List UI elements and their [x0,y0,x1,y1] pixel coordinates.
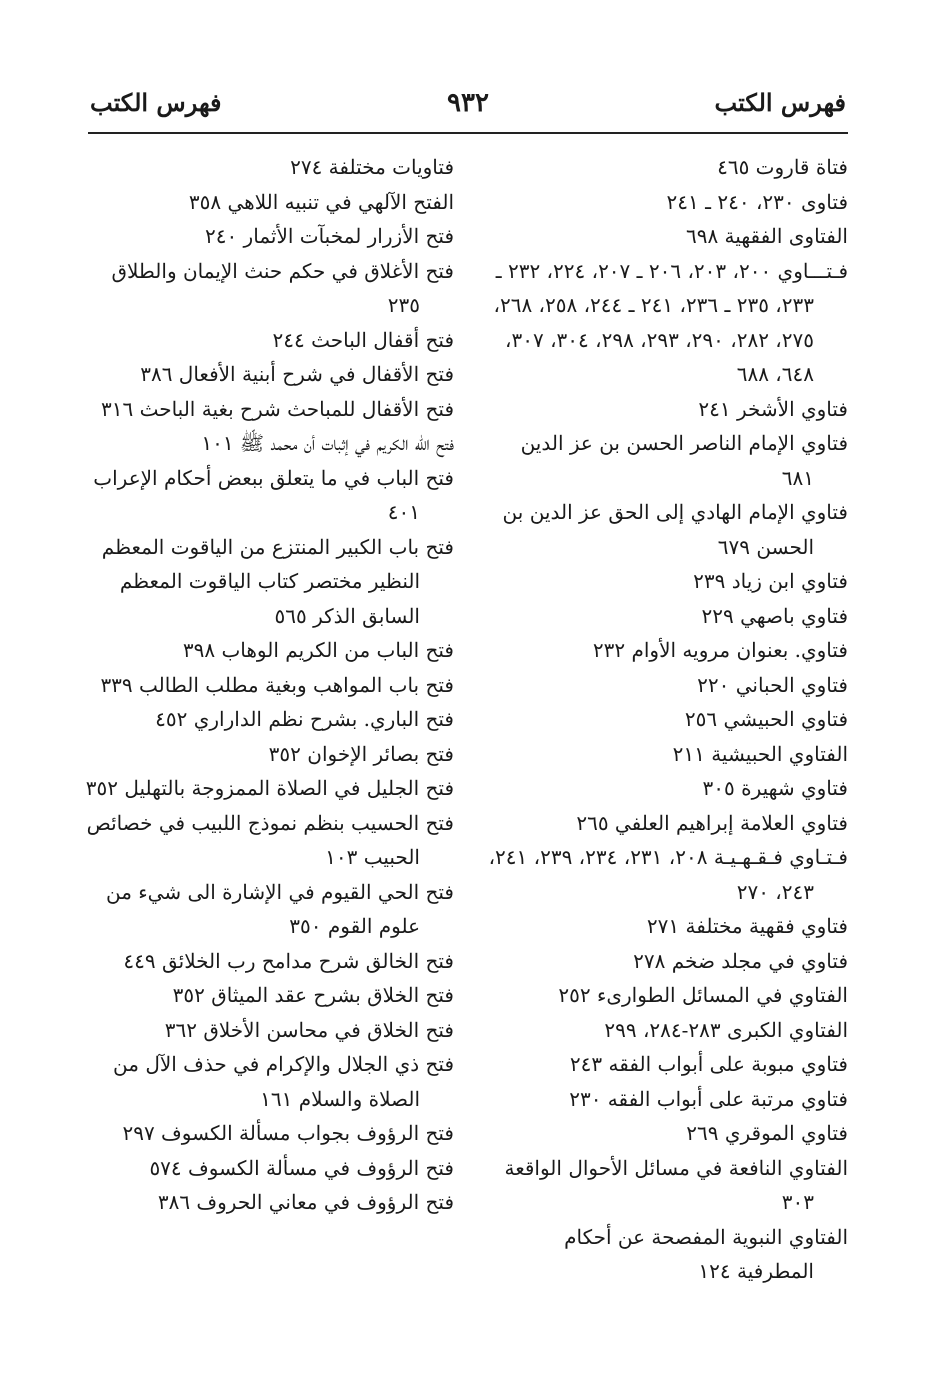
index-entry: فتح الأغلاق في حكم حنث الإيمان والطلاق ٢٣٥ [111,258,454,317]
index-entry: فتح الله الكريم في إثبات أن محمد ﷺ ١٠١ [201,431,454,455]
index-entry: فـتـاوي فـقـهـيـة ٢٠٨، ٢٣١، ٢٣٤، ٢٣٩، ٢٤١، ٢٤٣، ٢٧٠ [488,845,848,904]
index-entry: فتح الرؤوف في مسألة الكسوف ٥٧٤ [149,1155,454,1180]
header-rule [88,132,848,134]
index-entry: فتح الأقفال في شرح أبنية الأفعال ٣٨٦ [140,362,454,386]
index-entry: فتح الحسيب بنظم نموذج اللبيب في خصائص الحبيب ١٠٣ [86,810,454,869]
index-entry: فتح الرؤوف بجواب مسألة الكسوف ٢٩٧ [122,1121,454,1145]
index-entry: فتح الباب من الكريم الوهاب ٣٩٨ [182,638,454,662]
page-number: ٩٣٢ [447,88,489,118]
index-entry: الفتاوي النبوية المفصحة عن أحكام المطرفية ١٢٤ [564,1224,848,1283]
index-entry: فتاوي مبوبة على أبواب الفقه ٢٤٣ [569,1052,848,1076]
index-entry: فـتـــاوي ٢٠٠، ٢٠٣، ٢٠٦ ـ ٢٠٧، ٢٢٤، ٢٣٢ ـ ٢٣٣، ٢٣٥ ـ ٢٣٦، ٢٤١ ـ ٢٤٤، ٢٥٨، ٢٦٨، ٢٧٥، ٢٨٢، ٢٩٠، ٢٩٣، ٢٩٨، ٣٠٤، ٣٠٧، ٦٤٨، ٦٨٨ [493,258,848,386]
index-entry: فتاوي في مجلد ضخم ٢٧٨ [633,948,848,973]
index-entry: فتح الباري. بشرح نظم الداراري ٤٥٢ [155,707,454,731]
index-entry: فتح الخلاق بشرح عقد الميثاق ٣٥٢ [172,983,454,1007]
index-entry: فتاوي. بعنوان مرويه الأوام ٢٣٢ [592,638,848,662]
index-entry: فتح باب الكبير المنتزع من الياقوت المعظم النظير مختصر كتاب الياقوت المعظم السابق الذكر ٥٦٥ [101,534,454,628]
index-entry: الفتاوي النافعة في مسائل الأحوال الواقعة ٣٠٣ [504,1155,848,1214]
index-entry: فتح الحي القيوم في الإشارة الى شيء من علوم القوم ٣٥٠ [105,879,454,938]
index-entry: فتاوي مرتبة على أبواب الفقه ٢٣٠ [569,1086,848,1111]
index-entry: فتح الرؤوف في معاني الحروف ٣٨٦ [157,1190,454,1214]
index-entry: فتاوي الحباني ٢٢٠ [697,672,848,697]
index-entry: فتاوي العلامة إبراهيم العلفي ٢٦٥ [576,810,848,835]
index-entry: فتح أقفال الباحث ٢٤٤ [272,327,454,352]
index-entry: فتاوي الأشخر ٢٤١ [698,396,848,421]
index-entry: فتاوي باصهي ٢٢٩ [701,603,848,628]
index-column-right [484,150,848,1289]
index-entry: فتاوى ٢٣٠، ٢٤٠ ـ ٢٤١ [666,189,848,214]
index-entry: فتاوي فقهية مختلفة ٢٧١ [646,914,848,938]
index-entry: الفتح الآلهي في تنبيه اللاهي ٣٥٨ [188,189,454,214]
index-entry: فتاوي شهيرة ٣٠٥ [702,776,848,800]
index-entry: فتح بصائر الإخوان ٣٥٢ [268,741,454,766]
index-entry: فتح الأزرار لمخبآت الأثمار ٢٤٠ [204,224,454,248]
index-entry: الفتاوي في المسائل الطوارىء ٢٥٢ [558,983,848,1007]
index-entry: فتح الجليل في الصلاة الممزوجة بالتهليل ٣٥٢ [85,776,454,800]
index-entry: فتاوي الإمام الناصر الحسن بن عز الدين ٦٨١ [520,431,848,490]
index-entry: فتح ذي الجلال والإكرام في حذف الآل من الصلاة والسلام ١٦١ [113,1052,454,1111]
running-title-left: فهرس الكتب [90,88,222,117]
index-entry: الفتاوى الفقهية ٦٩٨ [685,224,848,248]
index-entry: فتح الباب في ما يتعلق ببعض أحكام الإعراب ٤٠١ [93,465,454,524]
running-title-right: فهرس الكتب [714,88,846,117]
page-header [90,88,846,128]
index-entry: فتاوي الإمام الهادي إلى الحق عز الدين بن الحسن ٦٧٩ [502,500,848,559]
index-entry: فتح الخالق شرح مدامح رب الخلائق ٤٤٩ [123,948,454,973]
index-entry: فتاوي الحبيشي ٢٥٦ [684,707,848,731]
index-entry: فتح الأقفال للمباحث شرح بغية الباحث ٣١٦ [100,396,454,421]
index-column-left [84,150,454,1220]
index-entry: فتاوي الموقري ٢٦٩ [686,1121,848,1145]
index-entry: فتاوي ابن زياد ٢٣٩ [693,569,848,593]
index-entry: الفتاوي الكبرى ٢٨٣-٢٨٤، ٢٩٩ [604,1017,848,1042]
index-entry: فتاة قاروت ٤٦٥ [717,155,848,179]
index-entry: فتح الخلاق في محاسن الأخلاق ٣٦٢ [164,1017,454,1042]
index-entry: فتح باب المواهب وبغية مطلب الطالب ٣٣٩ [100,672,454,697]
index-entry: الفتاوي الحبيشية ٢١١ [672,741,848,766]
index-entry: فتاويات مختلفة ٢٧٤ [290,155,454,179]
